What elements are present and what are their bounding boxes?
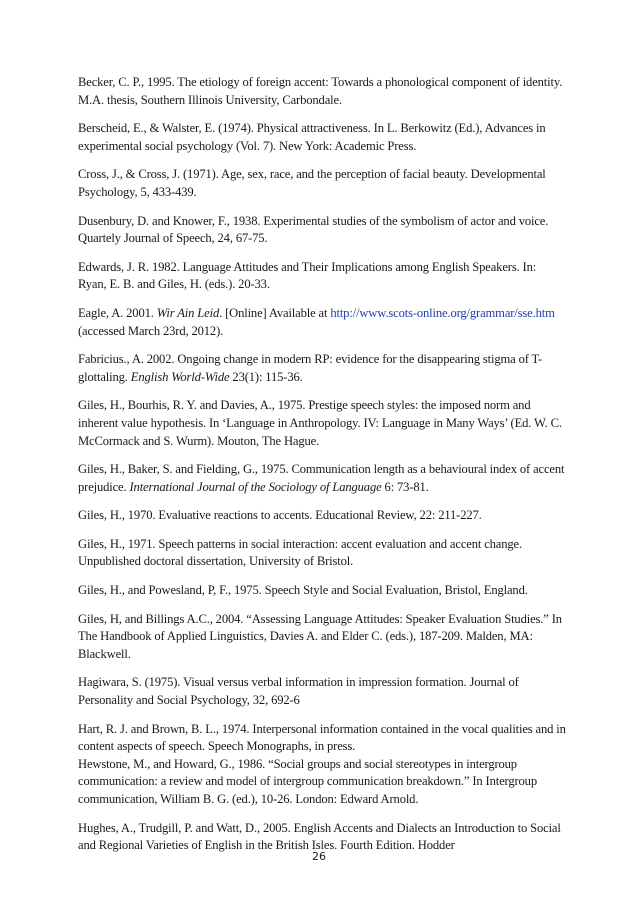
reference-entry: Berscheid, E., & Walster, E. (1974). Physical attractiveness. In L. Berkowitz (Ed.), Advances in experimental social psychology (Vol. 7). New York: Academic Press. (78, 121, 546, 153)
reference-entry: Giles, H., Bourhis, R. Y. and Davies, A., 1975. Prestige speech styles: the imposed norm and inherent value hypothesis. In ‘Language in Anthropology. IV: Language in Many Ways’ (Ed. W. C. McCormack and S. Wurm). Mouton, The Hague. (78, 398, 562, 448)
reference-entry: Becker, C. P., 1995. The etiology of foreign accent: Towards a phonological component of identity. M.A. thesis, Southern Illinois University, Carbondale. (78, 75, 563, 107)
reference-entry: Giles, H, and Billings A.C., 2004. “Assessing Language Attitudes: Speaker Evaluation Studies.” In The Handbook of Applied Linguistics, Davies A. and Elder C. (eds.), 187-209. Malden, MA: Blackwell. (78, 611, 562, 661)
reference-text: Fabricius., A. 2002. Ongoing change in modern RP: evidence for the disappearing stigma of T-glottaling. (78, 352, 542, 384)
reference-text: Giles, H., Baker, S. and Fielding, G., 1975. Communication length as a behavioural index of accent prejudice. (78, 462, 565, 494)
reference-text: 6: 73-81. (381, 479, 429, 494)
reference-entry: Giles, H., and Powesland, P, F., 1975. Speech Style and Social Evaluation, Bristol, England. (78, 583, 528, 598)
reference-list (78, 74, 566, 866)
reference-entry: Hart, R. J. and Brown, B. L., 1974. Interpersonal information contained in the vocal qualities and in content aspects of speech. Speech Monographs, in press. (78, 721, 566, 754)
reference-entry (78, 351, 566, 386)
reference-text: . [Online] Available at (219, 305, 331, 320)
reference-italic-title: International Journal of the Sociology of Language (129, 479, 382, 494)
reference-italic-title: Wir Ain Leid (156, 305, 220, 320)
reference-entry: Hughes, A., Trudgill, P. and Watt, D., 2005. English Accents and Dialects an Introduction to Social and Regional Varieties of English in the British Isles. Fourth Edition. Hodder (78, 820, 561, 853)
reference-text: (accessed March 23rd, 2012). (78, 323, 224, 338)
reference-entry: Dusenbury, D. and Knower, F., 1938. Experimental studies of the symbolism of actor and voice. Quartely Journal of Speech, 24, 67-75. (78, 213, 549, 246)
reference-entry: Cross, J., & Cross, J. (1971). Age, sex, race, and the perception of facial beauty. Developmental Psychology, 5, 433-439. (78, 167, 546, 199)
reference-entry: Edwards, J. R. 1982. Language Attitudes and Their Implications among English Speakers. In: Ryan, E. B. and Giles, H. (eds.). 20-33. (78, 259, 537, 292)
reference-entry: Giles, H., 1970. Evaluative reactions to accents. Educational Review, 22: 211-227. (78, 508, 482, 523)
reference-italic-title: English World-Wide (130, 369, 230, 384)
reference-text: 23(1): 115-36. (229, 369, 303, 384)
reference-url-link[interactable]: http://www.scots-online.org/grammar/sse.htm (330, 305, 555, 320)
page-number: 26 (312, 850, 326, 863)
reference-entry (78, 305, 566, 340)
reference-entry: Giles, H., 1971. Speech patterns in social interaction: accent evaluation and accent change. Unpublished doctoral dissertation, University of Bristol. (78, 536, 522, 569)
reference-entry (78, 461, 566, 496)
reference-entry: Hagiwara, S. (1975). Visual versus verbal information in impression formation. Journal of Personality and Social Psychology, 32, 692-6 (78, 675, 519, 708)
reference-entry: Hewstone, M., and Howard, G., 1986. “Social groups and social stereotypes in intergroup communication: a review and model of intergroup communication breakdown.” In Intergroup communication, William B. G. (ed.), 10-26. London: Edward Arnold. (78, 756, 537, 806)
reference-text: Eagle, A. 2001. (78, 305, 157, 320)
